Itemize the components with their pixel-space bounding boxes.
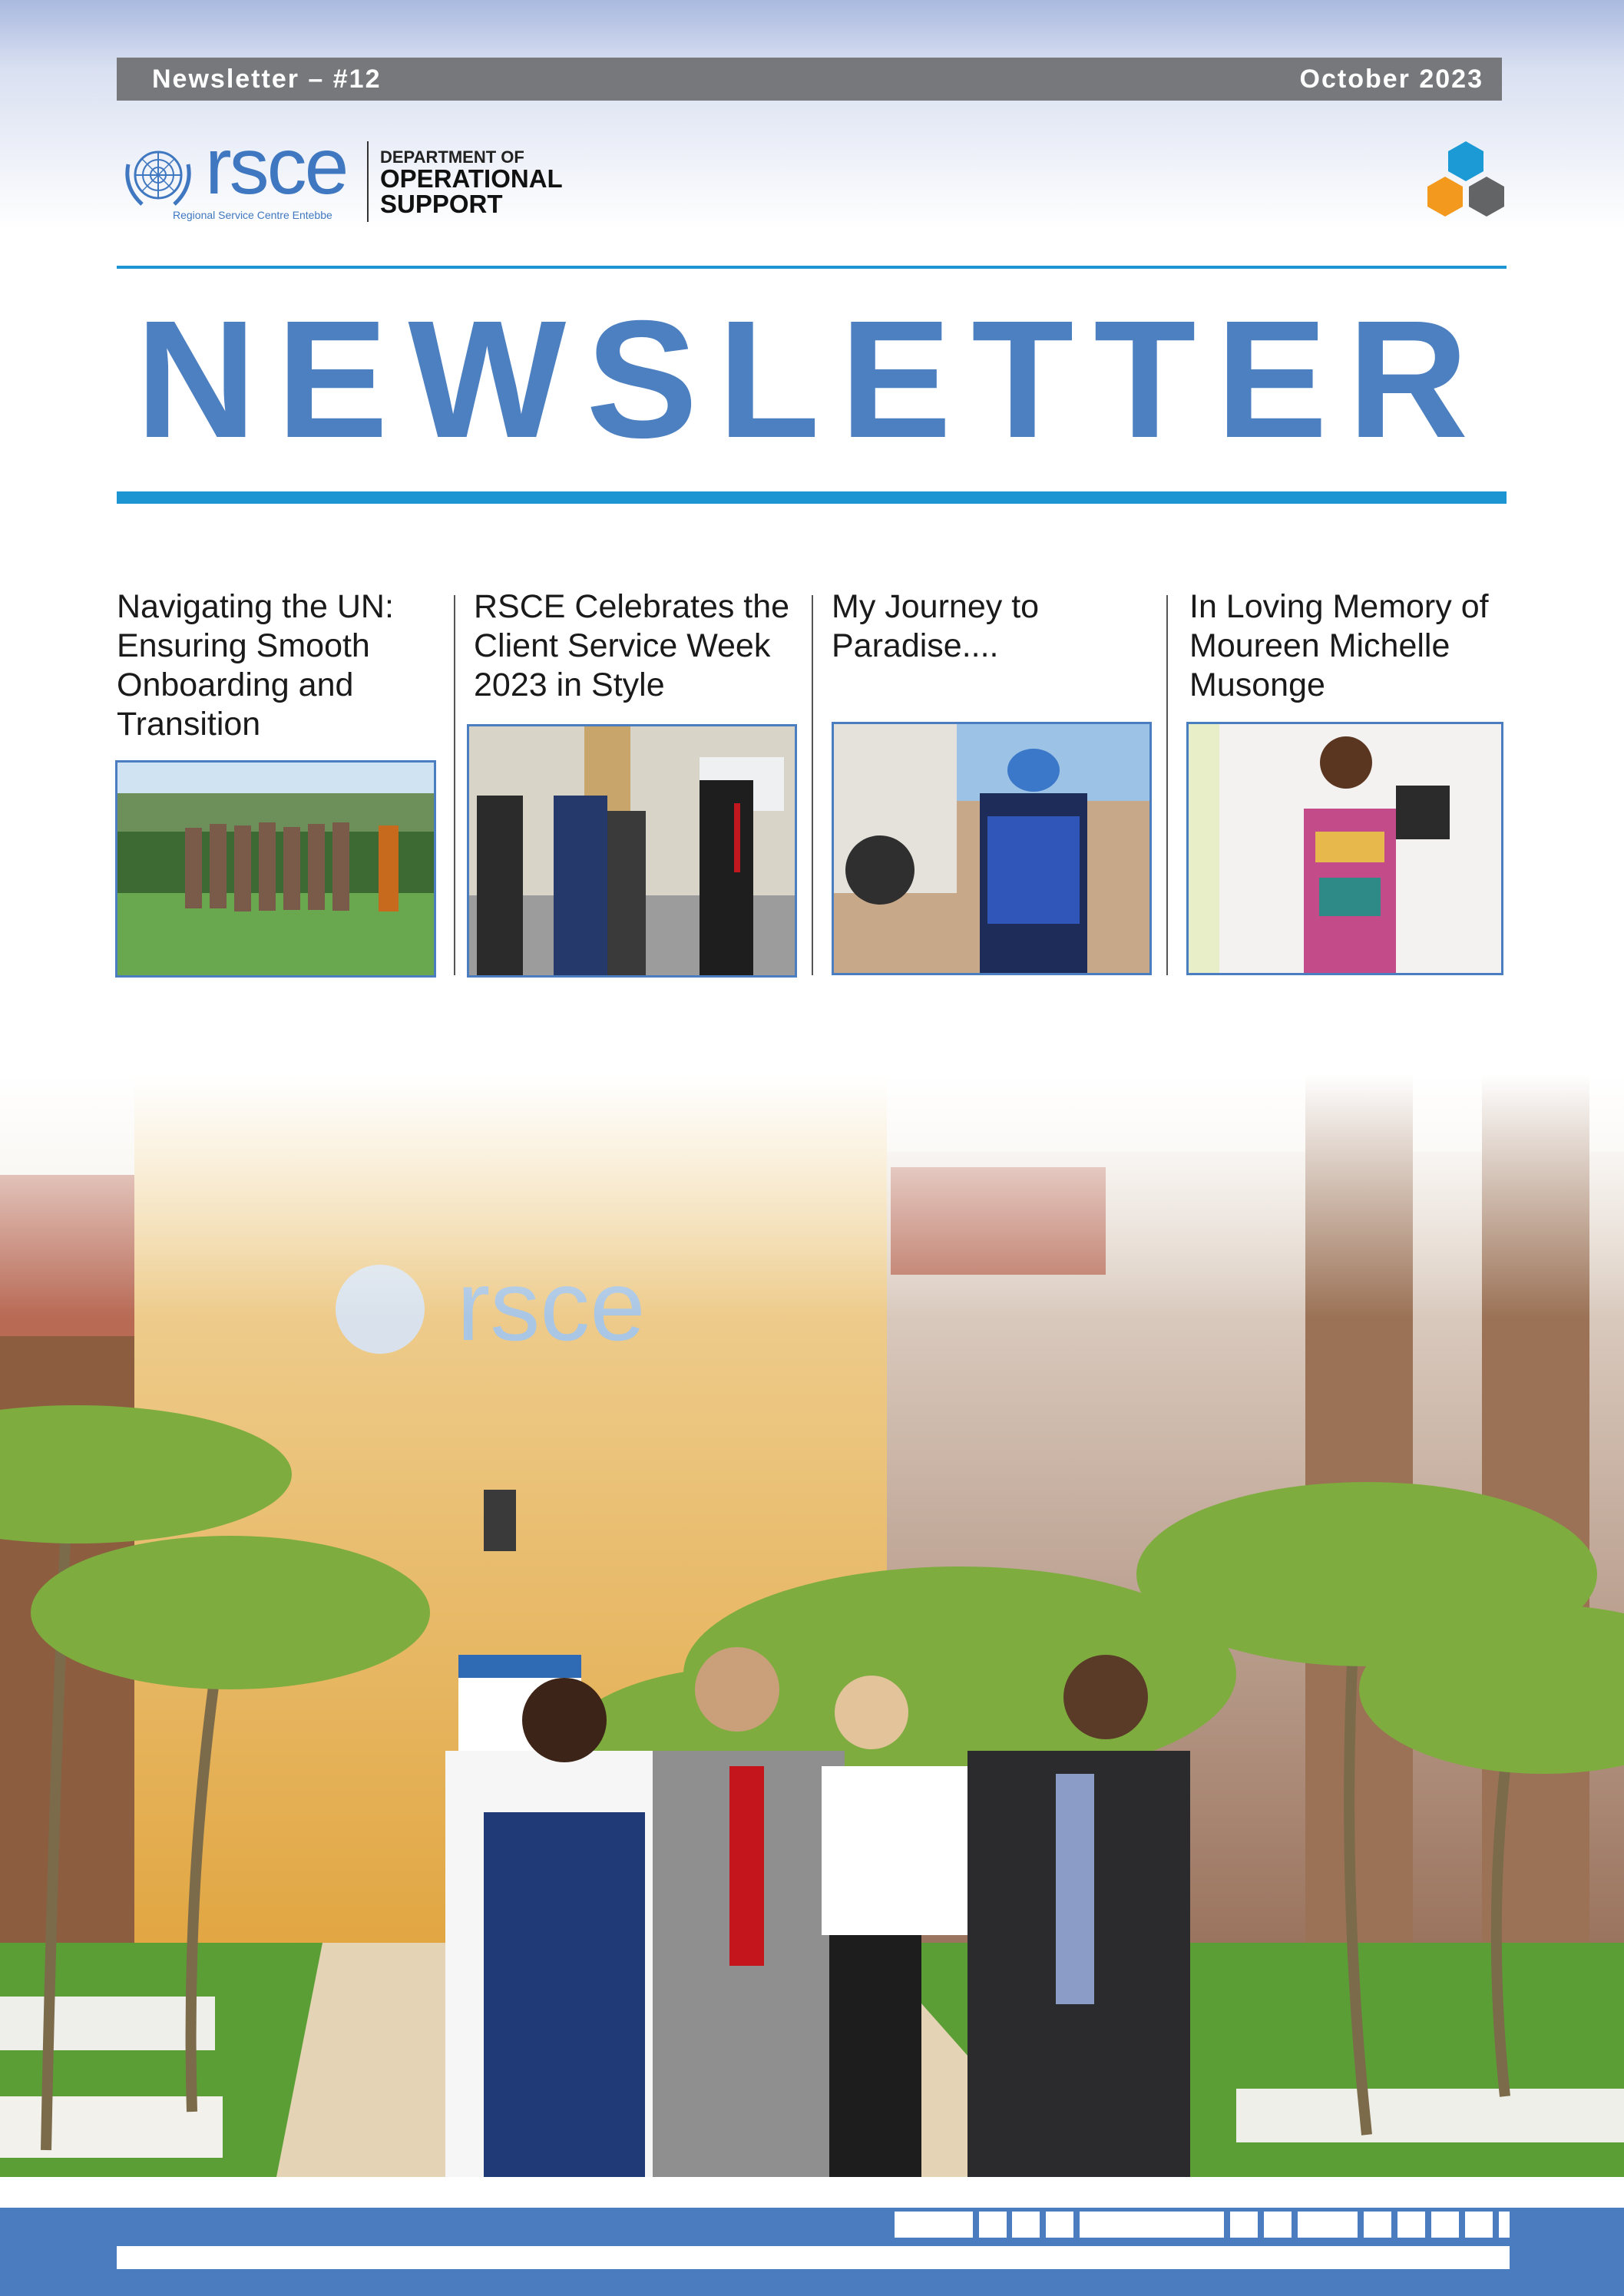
story-client-service-week[interactable] [474,587,796,705]
issue-bar [117,58,1502,101]
rsce-subtitle: Regional Service Centre Entebbe [173,209,332,221]
story-in-loving-memory-photo[interactable] [1186,722,1503,975]
masthead-title: NEWSLETTER [135,286,1489,473]
story-onboarding[interactable] [117,587,439,744]
footer-block [1499,2212,1510,2238]
story-client-service-week-photo[interactable] [467,724,797,978]
header-rule [117,266,1507,269]
footer-block [1264,2212,1292,2238]
footer-block [1364,2212,1391,2238]
footer-block [1080,2212,1224,2238]
rsce-wordmark: rsce [205,122,347,211]
story-title[interactable]: In Loving Memory of Moureen Michelle Musonge [1189,588,1489,703]
department-name [380,166,563,217]
department-of-label: DEPARTMENT OF [380,147,524,167]
footer-block [1046,2212,1073,2238]
story-title[interactable]: My Journey to Paradise.... [832,588,1040,664]
footer-block [1431,2212,1459,2238]
footer-block [979,2212,1007,2238]
story-journey-to-paradise-photo[interactable] [832,722,1152,975]
masthead-rule [117,491,1507,504]
story-journey-to-paradise[interactable] [832,587,1154,666]
story-onboarding-photo[interactable] [115,760,436,978]
un-emblem-icon [119,141,197,212]
footer-block [1012,2212,1040,2238]
hero-photo [0,1075,1624,2177]
hero-building-image [0,1075,1624,2177]
issue-number: Newsletter – #12 [152,64,382,94]
footer-block [1230,2212,1258,2238]
footer-block [895,2212,973,2238]
footer-block [1298,2212,1358,2238]
logo-divider [367,141,369,222]
column-divider [454,595,455,975]
group-photo-image [117,763,434,975]
rsce-logo [119,122,580,227]
story-title[interactable]: RSCE Celebrates the Client Service Week 2023 in Style [474,588,790,703]
celebration-photo-image [469,726,795,975]
hexagon-cluster-icon [1421,138,1510,227]
footer-block [1465,2212,1493,2238]
story-title[interactable]: Navigating the UN: Ensuring Smooth Onboarding and Transition [117,588,394,743]
peacekeeper-photo-image [834,724,1149,973]
footer-block [1397,2212,1425,2238]
portrait-photo-image [1189,724,1501,973]
footer-strip [117,2246,1510,2269]
issue-date: October 2023 [1299,64,1483,94]
department-name-line1: OPERATIONAL [380,164,563,193]
column-divider [812,595,813,975]
story-in-loving-memory[interactable] [1189,587,1512,705]
column-divider [1166,595,1168,975]
department-name-line2: SUPPORT [380,190,503,218]
